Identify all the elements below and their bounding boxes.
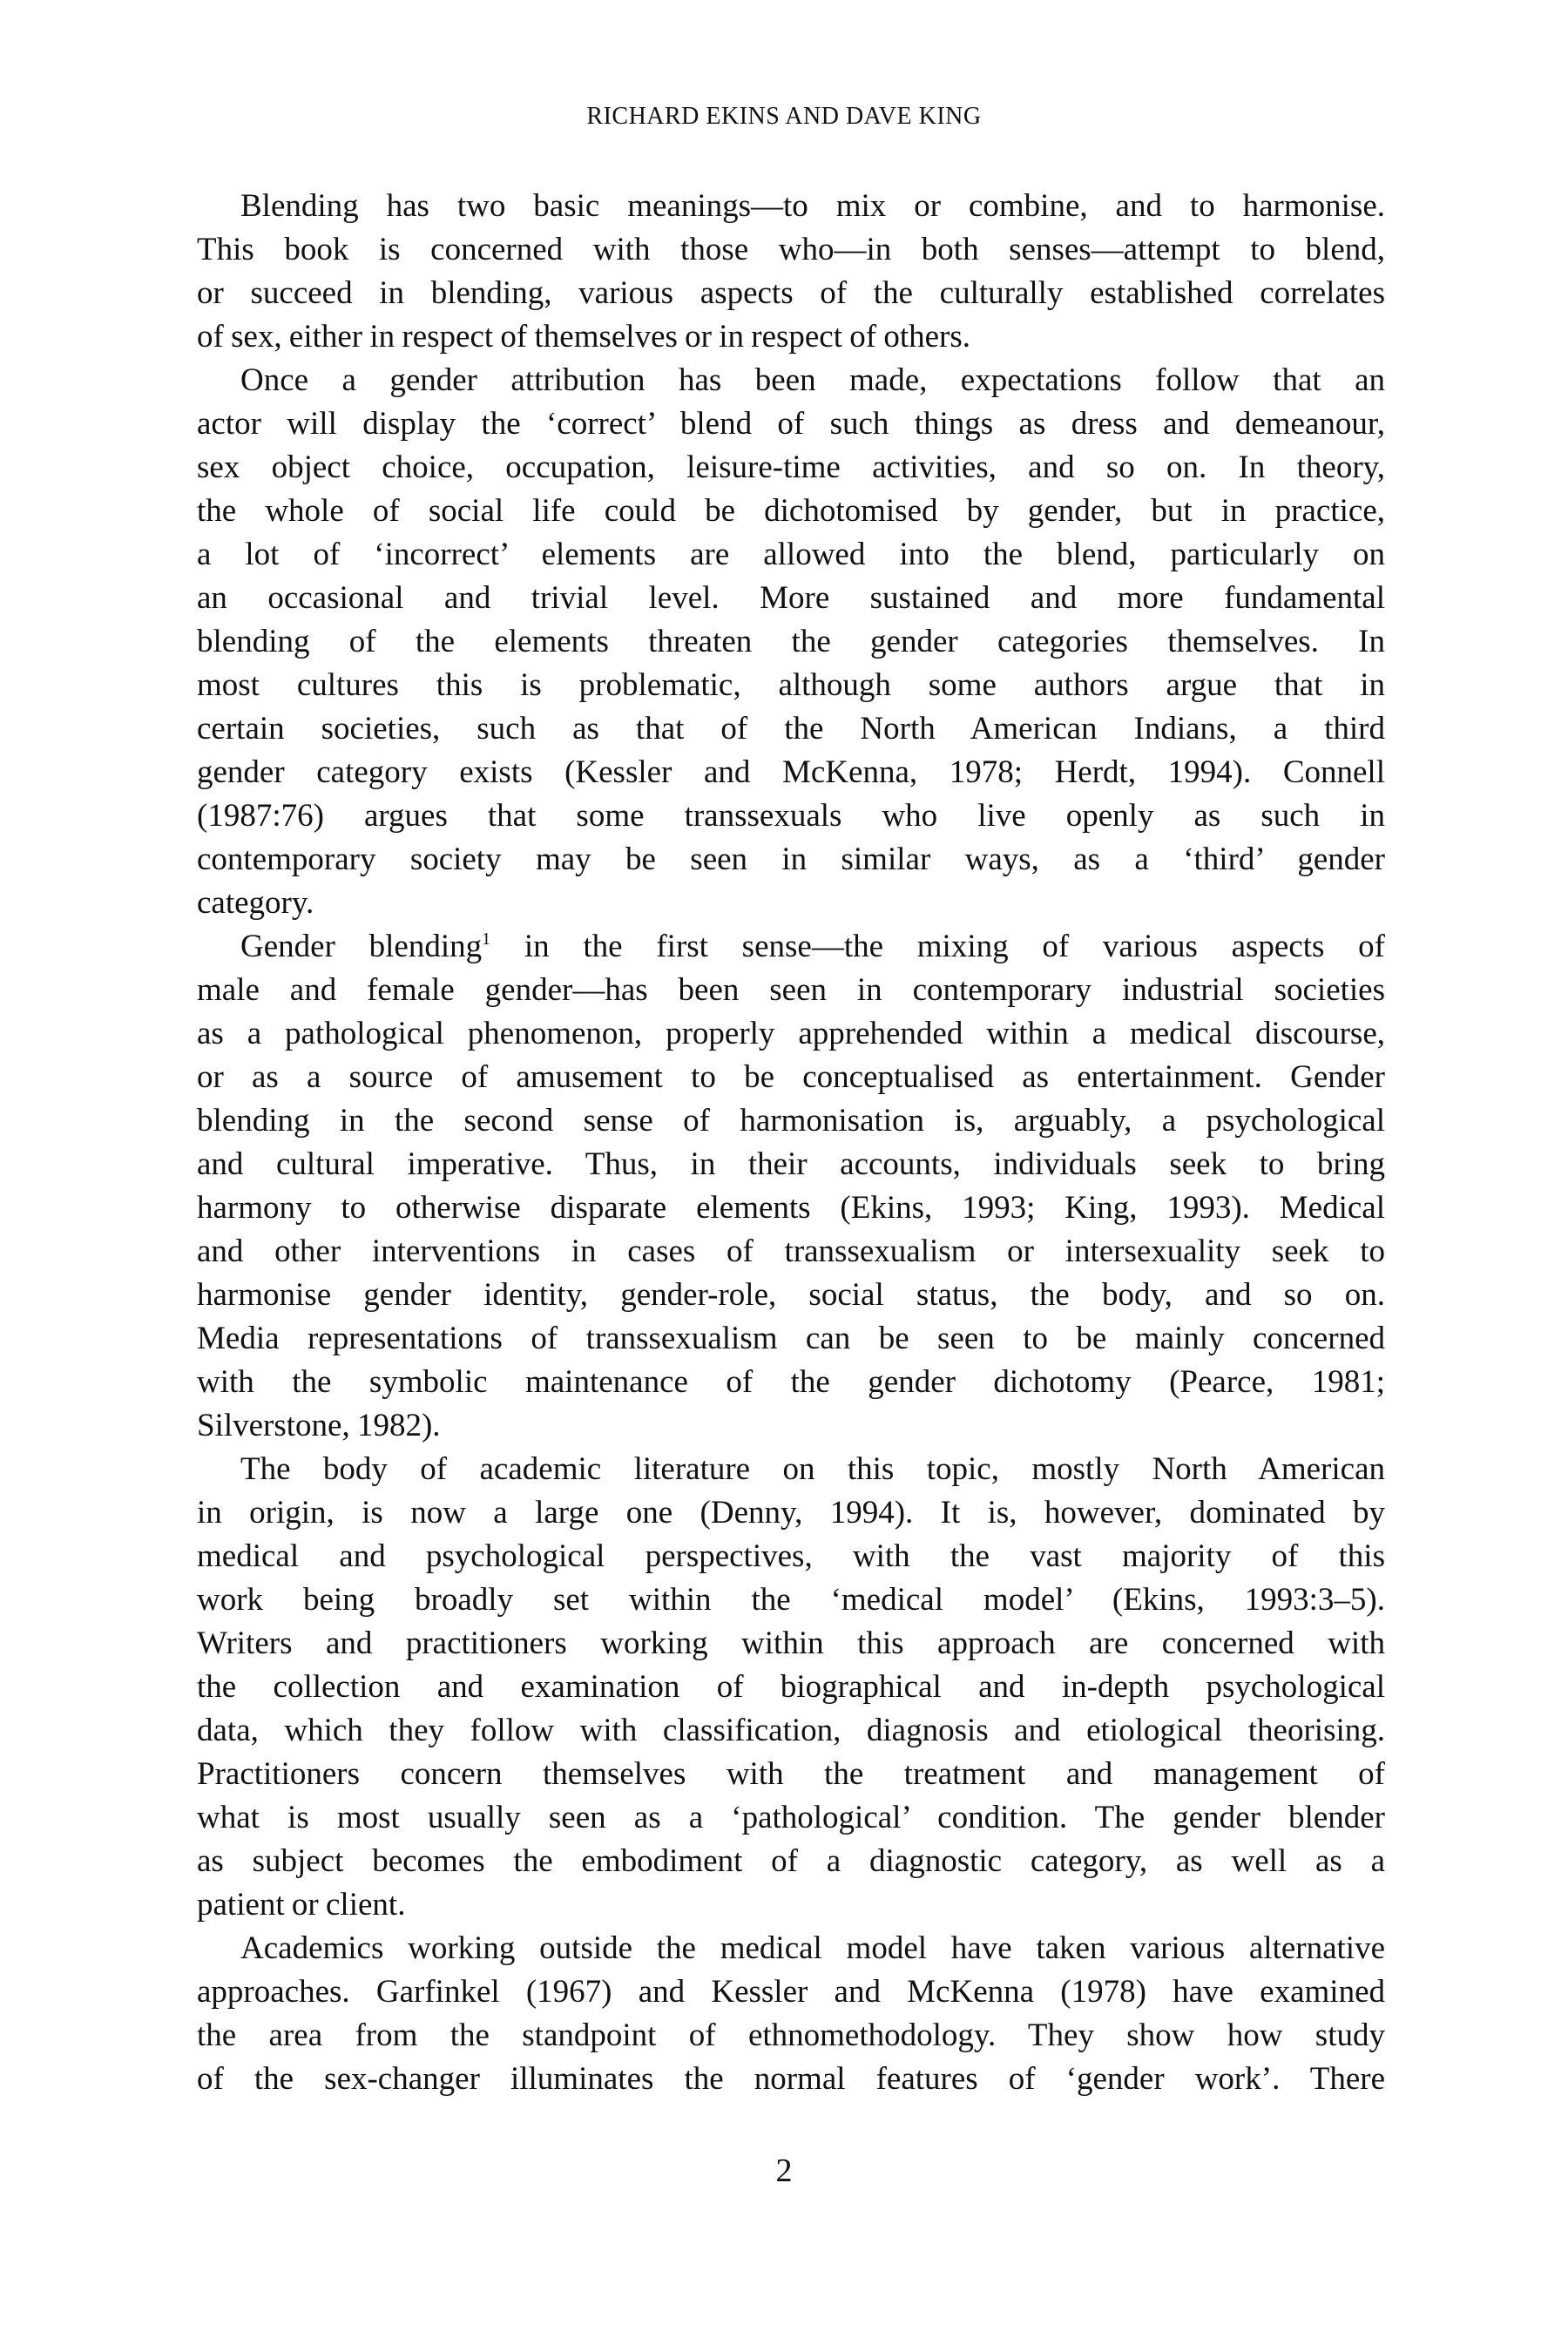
page-number: 2: [775, 2153, 793, 2189]
text-line: This book is concerned with those who—in both senses—attempt to blend,: [197, 232, 1385, 267]
text-line: medical and psychological perspectives, with the vast majority of this: [197, 1538, 1385, 1574]
text-line: as a pathological phenomenon, properly apprehended within a medical discourse,: [197, 1016, 1385, 1051]
text-line: or succeed in blending, various aspects of the culturally established correlates: [197, 275, 1385, 311]
text-line: Blending has two basic meanings—to mix or combine, and to harmonise.: [240, 188, 1385, 224]
text-line: as subject becomes the embodiment of a diagnostic category, as well as a: [197, 1843, 1385, 1879]
running-head: RICHARD EKINS AND DAVE KING: [586, 103, 982, 130]
text-line: an occasional and trivial level. More sustained and more fundamental: [197, 580, 1385, 616]
text-line: Writers and practitioners working within this approach are concerned with: [197, 1625, 1385, 1661]
text-line: Practitioners concern themselves with the treatment and management of: [197, 1756, 1385, 1792]
text-line: [197, 925, 1385, 969]
text-line: Media representations of transsexualism can be seen to be mainly concerned: [197, 1321, 1385, 1356]
text-line: and cultural imperative. Thus, in their accounts, individuals seek to bring: [197, 1146, 1385, 1182]
text-line: patient or client.: [197, 1887, 406, 1923]
text-line: a lot of ‘incorrect’ elements are allowed into the blend, particularly on: [197, 537, 1385, 572]
text-line: contemporary society may be seen in similar ways, as a ‘third’ gender: [197, 841, 1385, 877]
body-text: [197, 185, 1385, 2101]
text-line: Academics working outside the medical model have taken various alternative: [240, 1930, 1385, 1966]
text-line: harmonise gender identity, gender-role, social status, the body, and so on.: [197, 1277, 1385, 1313]
paragraph: [197, 359, 1385, 925]
text-line: The body of academic literature on this topic, mostly North American: [240, 1451, 1385, 1487]
text-line: sex object choice, occupation, leisure-time activities, and so on. In theory,: [197, 449, 1385, 485]
paragraph: [197, 925, 1385, 1448]
paragraph: [197, 1448, 1385, 1927]
text-line: and other interventions in cases of transsexualism or intersexuality seek to: [197, 1233, 1385, 1269]
text-line: approaches. Garfinkel (1967) and Kessler and McKenna (1978) have examined: [197, 1974, 1385, 2010]
text-line: of the sex-changer illuminates the normal features of ‘gender work’. There: [197, 2061, 1385, 2097]
text-line: the collection and examination of biographical and in-depth psychological: [197, 1669, 1385, 1705]
text-line: certain societies, such as that of the North American Indians, a third: [197, 711, 1385, 747]
text-line: male and female gender—has been seen in contemporary industrial societies: [197, 972, 1385, 1008]
text-line: most cultures this is problematic, although some authors argue that in: [197, 667, 1385, 703]
text-line: in origin, is now a large one (Denny, 1994). It is, however, dominated by: [197, 1495, 1385, 1531]
text-segment: in the first sense—the mixing of various aspects of: [490, 929, 1385, 964]
text-line: gender category exists (Kessler and McKenna, 1978; Herdt, 1994). Connell: [197, 754, 1385, 790]
text-line: the whole of social life could be dichotomised by gender, but in practice,: [197, 493, 1385, 529]
text-line: blending of the elements threaten the gender categories themselves. In: [197, 624, 1385, 659]
text-line: Once a gender attribution has been made, expectations follow that an: [240, 362, 1385, 398]
text-line: category.: [197, 885, 314, 921]
text-line: Silverstone, 1982).: [197, 1408, 441, 1443]
paragraph: [197, 185, 1385, 359]
text-line: with the symbolic maintenance of the gender dichotomy (Pearce, 1981;: [197, 1364, 1385, 1400]
text-segment: Gender blending: [240, 929, 483, 964]
footnote-marker[interactable]: 1: [482, 929, 491, 949]
paragraph: [197, 1927, 1385, 2101]
text-line: the area from the standpoint of ethnomethodology. They show how study: [197, 2017, 1385, 2053]
text-line: work being broadly set within the ‘medical model’ (Ekins, 1993:3–5).: [197, 1582, 1385, 1618]
text-line: actor will display the ‘correct’ blend of such things as dress and demeanour,: [197, 406, 1385, 442]
text-line: what is most usually seen as a ‘pathological’ condition. The gender blender: [197, 1800, 1385, 1835]
text-line: of sex, either in respect of themselves or in respect of others.: [197, 319, 971, 355]
text-line: data, which they follow with classification, diagnosis and etiological theorising.: [197, 1713, 1385, 1748]
text-line: or as a source of amusement to be conceptualised as entertainment. Gender: [197, 1059, 1385, 1095]
text-line: harmony to otherwise disparate elements (Ekins, 1993; King, 1993). Medical: [197, 1190, 1385, 1226]
text-line: blending in the second sense of harmonisation is, arguably, a psychological: [197, 1103, 1385, 1139]
text-line: (1987:76) argues that some transsexuals who live openly as such in: [197, 798, 1385, 834]
